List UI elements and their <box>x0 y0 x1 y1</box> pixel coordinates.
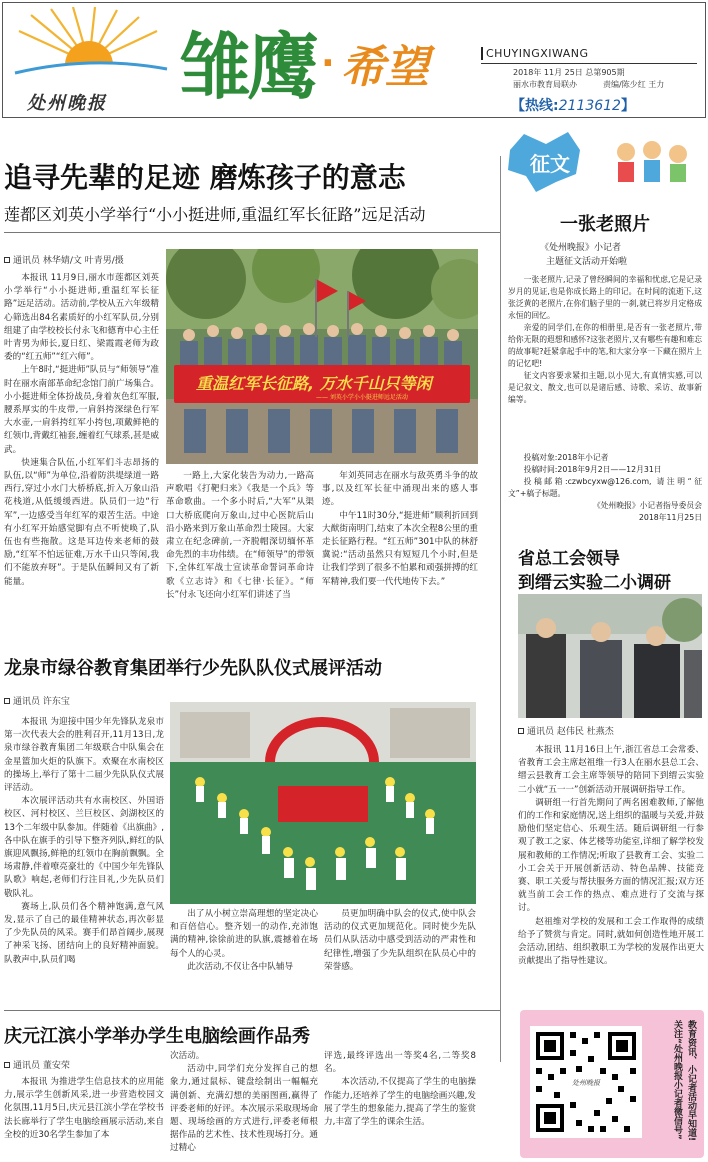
call-tag: 征文 <box>530 152 570 176</box>
paragraph: 一路上,大家化装告为动力,一路高声歌唱《打靶归来》《我是一个兵》等革命歌曲。一个多小时后,“大军”从渠口大桥底爬向万象山,过中心医院后山沿小路来到万象山革命烈士陵园。大家肃立在纪念碑前,一齐脱帽深切缅怀革命先烈的丰功伟绩。在“师领导”的带领下,全体红军战士宣读革命誓词革命诗歌《立志诗》和《七律·长征》。“师长”付永飞还向小红军们讲述了当 <box>166 471 314 600</box>
side-headline-1: 省总工会领导 <box>518 549 620 569</box>
masthead-editor2: 责编/陈少红 王力 <box>603 80 665 89</box>
article1-headline: 追寻先辈的足迹 磨炼孩子的意志 <box>4 161 406 194</box>
qr-paper-label: 处州晚报 <box>572 1079 600 1087</box>
article3-headline: 庆元江滨小学举办学生电脑绘画作品秀 <box>4 1026 310 1047</box>
paragraph: 本次活动,不仅提高了学生的电脑操作能力,还培养了学生的电脑绘画兴趣,发展了学生的想象能力,提高了学生的鉴赏力,丰富了学生的课余生活。 <box>324 1077 476 1128</box>
paragraph: 赵祖维对学校的发展和工会工作取得的成绩给予了赞赏与肯定。同时,就如何创造性地开展工会活动,团结、组织教职工为学校的发展作出更大贡献提出了指导性建议。 <box>518 916 704 967</box>
masthead-title-a: 雏鹰 <box>179 24 316 109</box>
article1-col2 <box>166 470 314 630</box>
byline-square-icon <box>4 698 10 704</box>
paragraph: 员更加明确中队会的仪式,使中队会活动的仪式更加规范化。同时使少先队员们从队活动中感受到活动的严肃性和纪律性,增强了少先队组织在队员心中的荣誉感。 <box>324 909 476 972</box>
paragraph: 此次活动,不仅让各中队辅导 <box>187 961 294 972</box>
paragraph: 活动中,同学们充分发挥自己的想象力,通过鼠标、键盘绘制出一幅幅充满创新、充满幻想的美丽图画,赢得了评委老师的好评。本次展示采取现场命题、现场绘画的方式进行,评委老师根据作品的艺术性、技术性现场打分。通过精心 <box>170 1064 318 1154</box>
photo-banner-text: 重温红军长征路, 万水千山只等闲 <box>196 374 432 393</box>
hotline <box>511 95 635 115</box>
paper-name: 处州晚报 <box>27 93 107 114</box>
call-info <box>508 452 702 524</box>
qr-promo <box>520 1010 704 1158</box>
masthead <box>2 2 706 118</box>
ceremony-photo-image <box>170 702 476 904</box>
side-photo <box>518 594 702 718</box>
article1-col1 <box>4 272 159 630</box>
byline-text: 通讯员 林华婧/文 叶青男/摄 <box>13 256 124 266</box>
paragraph: 本报讯 11月9日,丽水市莲都区刘英小学举行“小小挺进师,重温红军长征路”远足活动。活动前,学校从五六年级精心筛选出84名素质好的小红军队员,分别组建了由学校校长付永飞和德育中心主任叶青男为师长,夏日红、梁霞霞老师为政委的“红五师”“红六师”。 <box>4 273 159 363</box>
qr-code <box>530 1026 642 1138</box>
call-sub2: 主题征文活动开始啦 <box>546 257 628 267</box>
masthead-title-b: 希望 <box>341 42 429 93</box>
paragraph: 调研组一行首先期问了两名困难教师,了解他们的工作和家庭情况,送上组织的温暖与关爱,并鼓励他们坚定信心、乐观生活。随后调研组一行参观了教工之家、体艺楼等功能室,详细了解学校发展和教师的工作情况;听取了县教育工会、实验二小工会关于开展创新活动、特色品牌、技能竞赛、职工关爱与帮扶服务方面的情况汇报;双方还就当前工会工作的热点、难点进行了交流与探讨。 <box>518 797 704 914</box>
article1-rule <box>4 232 500 233</box>
side-byline <box>518 724 614 737</box>
article2-photo <box>170 702 476 904</box>
paragraph: 本次展评活动共有水南校区、外国语校区、河村校区、兰巨校区、剑湖校区的13个二年级中队参加。伴随着《出旗曲》,各中队在旗手的引导下整齐列队,鲜红的队旗迎风飘扬,鲜艳的红领巾在胸前飘飘。全场肃静,伴着嘹亮豪壮的《中国少年先锋队队歌》响起,老师们行注目礼,少先队员们敬队礼。 <box>4 796 164 899</box>
paragraph: 赛场上,队员们各个精神饱满,意气风发,显示了自己的最佳精神状态,再次彰显了少先队员的风采。赛手们昂首阔步,展现了神采飞扬、团结向上的良好精神面貌。队教声中,队员们喝 <box>4 901 164 965</box>
article2-bottom-rule <box>4 1010 500 1011</box>
call-sign: 《处州晚报》小记者指导委员会 <box>592 501 702 510</box>
paragraph: 出了从小树立崇高理想的坚定决心和百倍信心。整齐划一的动作,充沛饱满的精神,徐徐前进的队旗,震撼着在场每个人的心灵。 <box>170 909 318 959</box>
paragraph: 评选,最终评选出一等奖4名,二等奖8名。 <box>324 1051 476 1075</box>
article1-photo <box>166 249 478 464</box>
paragraph: 本报讯 11月16日上午,浙江省总工会常委、省教育工会主席赵祖维一行3人在丽水县总工会、缙云县教育工会主席等领导的陪同下到缙云实验二小就“五一一”创新活动开展调研指导工作。 <box>518 745 704 795</box>
byline-text: 通讯员 赵伟民 杜燕杰 <box>527 727 614 737</box>
column-divider <box>500 156 501 1062</box>
group-photo-image <box>166 249 478 464</box>
article1-col3 <box>322 470 478 630</box>
hotline-number: 2113612 <box>558 98 621 114</box>
call-banner <box>506 130 704 202</box>
hotline-label: 【热线: <box>511 98 559 114</box>
masthead-rule <box>481 63 697 64</box>
byline-text: 通讯员 董安荣 <box>13 1061 70 1071</box>
article2-col1 <box>4 716 164 1028</box>
call-sign-date: 2018年11月25日 <box>638 513 702 522</box>
call-email: 投稿邮箱:czwbcyxw@126.com, 请注明“征文”+稿子标题。 <box>508 477 702 498</box>
call-sub1: 《处州晚报》小记者 <box>540 243 622 253</box>
sun-icon <box>11 7 171 85</box>
paragraph: 中午11时30分,“挺进师”顺利折回到大猷街南明门,结束了本次全程8公里的重走长征路行程。“红五师”301中队的林舒冀说:“活动虽然只有短短几个小时,但是让我们学到了很多不怕累和顽强拼搏的红军精神,我们要一代代地传下去。” <box>322 510 478 587</box>
call-title: 一张老照片 <box>560 214 650 235</box>
photo-banner-sub: —— 刘英小学小小挺进师远足活动 <box>316 394 408 401</box>
paragraph: 本报讯 为迎接中国少年先锋队龙泉市第一次代表大会的胜利召开,11月13日,龙泉市绿谷教育集团二年级联合中队集会在金星篮加火炬的队旗下。欢聚在水南校区的操场上,举行了第十二届少先队队仪式展评活动。 <box>4 717 164 794</box>
masthead-pinyin: CHUYINGXIWANG <box>481 47 589 60</box>
byline-square-icon <box>518 728 524 734</box>
article1-subheadline: 莲都区刘英小学举行“小小挺进师,重温红军长征路”远足活动 <box>4 205 426 224</box>
paragraph: 一张老照片,记录了曾经瞬间的幸福和忧虑,它是记录岁月的见证,也是你成长路上的印记。在时间的流逝下,这张泛黄的老照片,在你们脑子里的一刹,就已将岁月定格成永恒的回忆。 <box>508 275 702 320</box>
article1-byline <box>4 253 124 266</box>
article3-byline <box>4 1058 70 1071</box>
masthead-editor: 丽水市教育局联办 <box>513 80 577 89</box>
paragraph: 本报讯 为推进学生信息技术的应用能力,展示学生创新风采,进一步营造校园文化氛围,11月5日,庆元县江滨小学在学校书法长廊举行了学生电脑绘画展示活动,来自全校的近30名学生参加了本 <box>4 1077 164 1140</box>
masthead-dot: · <box>321 43 335 84</box>
paragraph: 亲爱的同学们,在你的相册里,是否有一张老照片,带给你无限的遐想和感怀?这张老照片,又有哪些有趣和难忘的故事呢?赶紧拿起手中的笔,和大家分享一下藏在照片上的记忆吧! <box>508 323 702 368</box>
paragraph: 快速集合队伍,小红军们斗志昂扬的队伍,以“师”为单位,沿着防洪堤绿道一路西行,穿过小水门大桥桥底,折入万象山沿花栈道,从低缓缓西进。队员们一边“行军”,一边感受当年红军的艰苦生活。中途有小红军开始感觉脚有点不听使唤了,队伍也有些拖散。这是耳边传来老师的鼓励,“红军不怕远征难,万水千山只等闲,我们不能放弃呀”。于是队伍瞬间又有了新能量。 <box>4 457 159 587</box>
article3-col2 <box>170 1050 318 1160</box>
article3-col1 <box>4 1076 164 1160</box>
paragraph: 年刘英同志在丽水与敌英勇斗争的故事,以及红军长征中涌现出来的感人事迹。 <box>322 471 478 508</box>
hotline-close: 】 <box>620 98 635 114</box>
article2-byline <box>4 694 70 707</box>
paragraph: 上午8时,“挺进师”队员与“师领导”准时在丽水南部革命纪念馆门前广场集合。小小挺进师全体扮战员,身着灰色红军服,腰系厚实的牛皮带,一肩斜挎深绿色行军大水壶,一肩斜挎红军小挎包,项戴鲜艳的红领巾,背戴红袖套,缠着红气球系,甚是威武。 <box>4 365 159 455</box>
masthead-date: 2018年 11月 25日 总第905期 <box>513 68 625 77</box>
paragraph: 征文内容要求紧扣主题,以小见大,有真情实感,可以是记叙文、散文,也可以是诸后感、诗歌、采访、故事新编等。 <box>508 371 702 404</box>
side-headline-2: 到缙云实验二小调研 <box>518 573 671 593</box>
paragraph: 次活动。 <box>170 1051 205 1061</box>
call-time: 投稿时间:2018年9月2日——12月31日 <box>523 465 662 474</box>
article2-headline: 龙泉市绿谷教育集团举行少先队队仪式展评活动 <box>4 658 382 679</box>
side-body <box>518 744 704 1004</box>
byline-square-icon <box>4 1062 10 1068</box>
article3-col3 <box>324 1050 476 1160</box>
qr-promo-text: 教育资讯、小记者活动早知道! 关注“处州晚报小记者微信号” <box>672 1020 696 1142</box>
call-body <box>508 274 702 450</box>
call-theme: 投稿对象:2018年小记者 <box>523 453 609 462</box>
byline-square-icon <box>4 257 10 263</box>
byline-text: 通讯员 许东宝 <box>13 697 70 707</box>
officials-photo-image <box>518 594 702 718</box>
